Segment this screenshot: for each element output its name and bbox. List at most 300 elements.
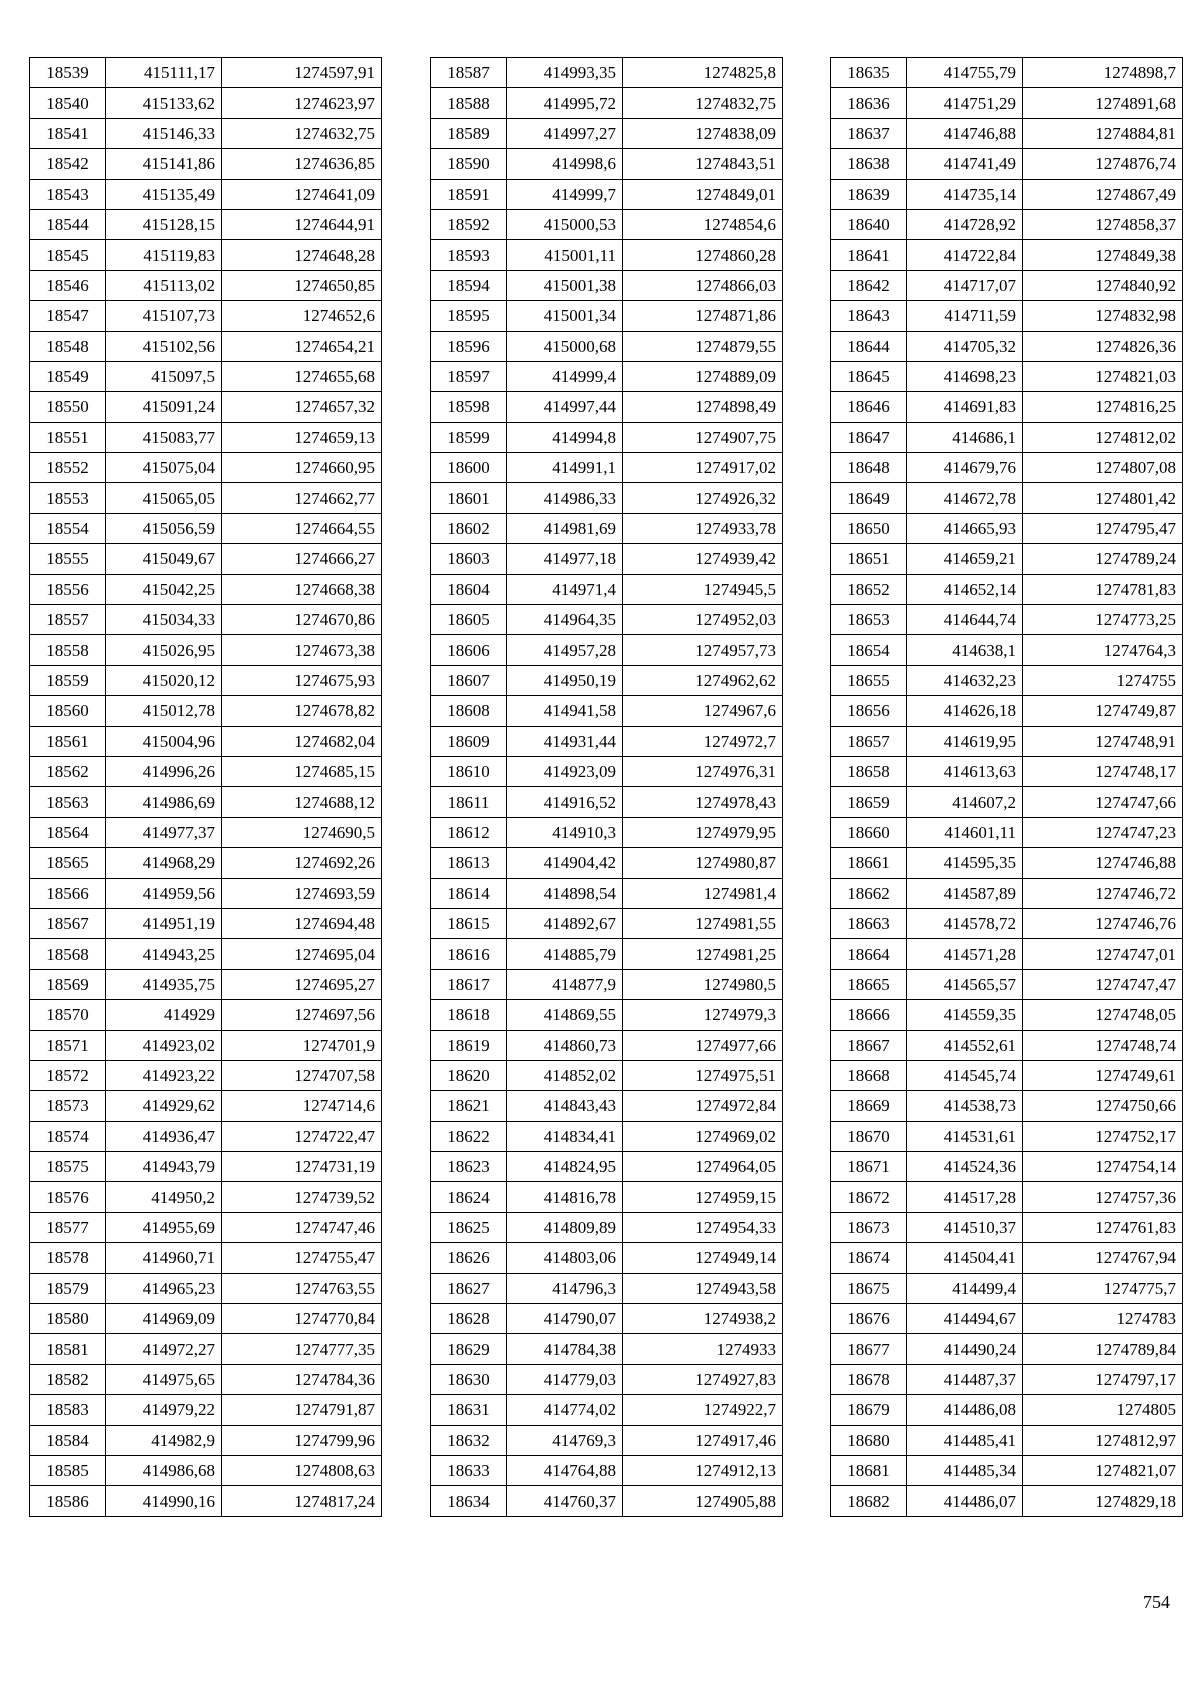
table-row (431, 1425, 783, 1455)
table-row (831, 1334, 1183, 1364)
x-coordinate-cell: 414981,69 (507, 513, 623, 543)
y-coordinate-cell: 1274975,51 (623, 1060, 783, 1090)
y-coordinate-cell: 1274808,63 (222, 1455, 382, 1485)
table-row (30, 1000, 382, 1030)
y-coordinate-cell: 1274763,55 (222, 1273, 382, 1303)
y-coordinate-cell: 1274746,72 (1023, 878, 1183, 908)
x-coordinate-cell: 414904,42 (507, 848, 623, 878)
y-coordinate-cell: 1274701,9 (222, 1030, 382, 1060)
point-number-cell: 18603 (431, 544, 507, 574)
point-number-cell: 18550 (30, 392, 106, 422)
table-row (831, 908, 1183, 938)
y-coordinate-cell: 1274849,38 (1023, 240, 1183, 270)
table-row (431, 301, 783, 331)
point-number-cell: 18549 (30, 361, 106, 391)
y-coordinate-cell: 1274898,49 (623, 392, 783, 422)
x-coordinate-cell: 414977,37 (106, 817, 222, 847)
point-number-cell: 18551 (30, 422, 106, 452)
point-number-cell: 18650 (831, 513, 907, 543)
point-number-cell: 18552 (30, 453, 106, 483)
point-number-cell: 18632 (431, 1425, 507, 1455)
x-coordinate-cell: 414965,23 (106, 1273, 222, 1303)
point-number-cell: 18638 (831, 149, 907, 179)
table-row (30, 88, 382, 118)
y-coordinate-cell: 1274789,84 (1023, 1334, 1183, 1364)
y-coordinate-cell: 1274682,04 (222, 726, 382, 756)
table-row (30, 240, 382, 270)
x-coordinate-cell: 414964,35 (507, 605, 623, 635)
point-number-cell: 18574 (30, 1121, 106, 1151)
y-coordinate-cell: 1274694,48 (222, 908, 382, 938)
y-coordinate-cell: 1274644,91 (222, 209, 382, 239)
x-coordinate-cell: 414774,02 (507, 1395, 623, 1425)
x-coordinate-cell: 414986,33 (507, 483, 623, 513)
x-coordinate-cell: 414943,25 (106, 939, 222, 969)
table-row (831, 1091, 1183, 1121)
y-coordinate-cell: 1274943,58 (623, 1273, 783, 1303)
point-number-cell: 18579 (30, 1273, 106, 1303)
y-coordinate-cell: 1274697,56 (222, 1000, 382, 1030)
point-number-cell: 18584 (30, 1425, 106, 1455)
point-number-cell: 18681 (831, 1455, 907, 1485)
point-number-cell: 18654 (831, 635, 907, 665)
table-row (431, 787, 783, 817)
x-coordinate-cell: 414977,18 (507, 544, 623, 574)
point-number-cell: 18589 (431, 118, 507, 148)
coordinates-table-body (831, 58, 1183, 1517)
x-coordinate-cell: 414741,49 (907, 149, 1023, 179)
x-coordinate-cell: 414485,34 (907, 1455, 1023, 1485)
x-coordinate-cell: 414571,28 (907, 939, 1023, 969)
y-coordinate-cell: 1274747,47 (1023, 969, 1183, 999)
x-coordinate-cell: 415034,33 (106, 605, 222, 635)
y-coordinate-cell: 1274962,62 (623, 665, 783, 695)
y-coordinate-cell: 1274678,82 (222, 696, 382, 726)
y-coordinate-cell: 1274739,52 (222, 1182, 382, 1212)
point-number-cell: 18561 (30, 726, 106, 756)
table-row (831, 635, 1183, 665)
table-row (431, 726, 783, 756)
y-coordinate-cell: 1274652,6 (222, 301, 382, 331)
y-coordinate-cell: 1274826,36 (1023, 331, 1183, 361)
point-number-cell: 18555 (30, 544, 106, 574)
x-coordinate-cell: 415107,73 (106, 301, 222, 331)
y-coordinate-cell: 1274799,96 (222, 1425, 382, 1455)
table-row (30, 1121, 382, 1151)
table-row (431, 908, 783, 938)
y-coordinate-cell: 1274797,17 (1023, 1364, 1183, 1394)
table-row (831, 726, 1183, 756)
point-number-cell: 18643 (831, 301, 907, 331)
table-row (30, 605, 382, 635)
table-row (831, 301, 1183, 331)
y-coordinate-cell: 1274650,85 (222, 270, 382, 300)
table-row (831, 1395, 1183, 1425)
table-row (831, 1243, 1183, 1273)
x-coordinate-cell: 415004,96 (106, 726, 222, 756)
point-number-cell: 18613 (431, 848, 507, 878)
x-coordinate-cell: 414991,1 (507, 453, 623, 483)
x-coordinate-cell: 414892,67 (507, 908, 623, 938)
x-coordinate-cell: 415141,86 (106, 149, 222, 179)
x-coordinate-cell: 414486,07 (907, 1486, 1023, 1516)
table-row (30, 1395, 382, 1425)
x-coordinate-cell: 414975,65 (106, 1364, 222, 1394)
x-coordinate-cell: 414711,59 (907, 301, 1023, 331)
table-row (30, 1030, 382, 1060)
point-number-cell: 18631 (431, 1395, 507, 1425)
point-number-cell: 18656 (831, 696, 907, 726)
table-row (831, 1273, 1183, 1303)
y-coordinate-cell: 1274843,51 (623, 149, 783, 179)
y-coordinate-cell: 1274784,36 (222, 1364, 382, 1394)
x-coordinate-cell: 414996,26 (106, 756, 222, 786)
point-number-cell: 18558 (30, 635, 106, 665)
point-number-cell: 18657 (831, 726, 907, 756)
point-number-cell: 18556 (30, 574, 106, 604)
y-coordinate-cell: 1274668,38 (222, 574, 382, 604)
table-row (30, 1334, 382, 1364)
point-number-cell: 18647 (831, 422, 907, 452)
point-number-cell: 18546 (30, 270, 106, 300)
x-coordinate-cell: 414852,02 (507, 1060, 623, 1090)
x-coordinate-cell: 414923,22 (106, 1060, 222, 1090)
y-coordinate-cell: 1274952,03 (623, 605, 783, 635)
point-number-cell: 18572 (30, 1060, 106, 1090)
point-number-cell: 18608 (431, 696, 507, 726)
table-row (30, 1091, 382, 1121)
point-number-cell: 18606 (431, 635, 507, 665)
table-row (30, 118, 382, 148)
table-row (831, 361, 1183, 391)
x-coordinate-cell: 414487,37 (907, 1364, 1023, 1394)
x-coordinate-cell: 414994,8 (507, 422, 623, 452)
point-number-cell: 18665 (831, 969, 907, 999)
x-coordinate-cell: 414531,61 (907, 1121, 1023, 1151)
table-row (831, 422, 1183, 452)
point-number-cell: 18567 (30, 908, 106, 938)
x-coordinate-cell: 414538,73 (907, 1091, 1023, 1121)
y-coordinate-cell: 1274812,02 (1023, 422, 1183, 452)
table-row (831, 1000, 1183, 1030)
point-number-cell: 18678 (831, 1364, 907, 1394)
x-coordinate-cell: 414626,18 (907, 696, 1023, 726)
point-number-cell: 18622 (431, 1121, 507, 1151)
x-coordinate-cell: 414997,44 (507, 392, 623, 422)
y-coordinate-cell: 1274670,86 (222, 605, 382, 635)
point-number-cell: 18543 (30, 179, 106, 209)
y-coordinate-cell: 1274884,81 (1023, 118, 1183, 148)
point-number-cell: 18680 (831, 1425, 907, 1455)
y-coordinate-cell: 1274912,13 (623, 1455, 783, 1485)
y-coordinate-cell: 1274981,25 (623, 939, 783, 969)
y-coordinate-cell: 1274964,05 (623, 1152, 783, 1182)
point-number-cell: 18666 (831, 1000, 907, 1030)
x-coordinate-cell: 415146,33 (106, 118, 222, 148)
point-number-cell: 18586 (30, 1486, 106, 1516)
point-number-cell: 18540 (30, 88, 106, 118)
y-coordinate-cell: 1274926,32 (623, 483, 783, 513)
x-coordinate-cell: 414990,16 (106, 1486, 222, 1516)
point-number-cell: 18600 (431, 453, 507, 483)
x-coordinate-cell: 414545,74 (907, 1060, 1023, 1090)
table-row (30, 969, 382, 999)
point-number-cell: 18573 (30, 1091, 106, 1121)
table-row (431, 1091, 783, 1121)
point-number-cell: 18667 (831, 1030, 907, 1060)
point-number-cell: 18639 (831, 179, 907, 209)
y-coordinate-cell: 1274795,47 (1023, 513, 1183, 543)
table-row (831, 1455, 1183, 1485)
x-coordinate-cell: 414587,89 (907, 878, 1023, 908)
table-row (431, 1182, 783, 1212)
table-row (30, 665, 382, 695)
point-number-cell: 18658 (831, 756, 907, 786)
x-coordinate-cell: 414779,03 (507, 1364, 623, 1394)
x-coordinate-cell: 414834,41 (507, 1121, 623, 1151)
table-row (431, 361, 783, 391)
point-number-cell: 18641 (831, 240, 907, 270)
x-coordinate-cell: 415119,83 (106, 240, 222, 270)
y-coordinate-cell: 1274748,05 (1023, 1000, 1183, 1030)
x-coordinate-cell: 414999,7 (507, 179, 623, 209)
table-row (30, 392, 382, 422)
x-coordinate-cell: 414986,69 (106, 787, 222, 817)
table-row (431, 665, 783, 695)
x-coordinate-cell: 414735,14 (907, 179, 1023, 209)
table-row (30, 1304, 382, 1334)
y-coordinate-cell: 1274938,2 (623, 1304, 783, 1334)
point-number-cell: 18674 (831, 1243, 907, 1273)
point-number-cell: 18597 (431, 361, 507, 391)
x-coordinate-cell: 414824,95 (507, 1152, 623, 1182)
table-row (831, 1425, 1183, 1455)
y-coordinate-cell: 1274858,37 (1023, 209, 1183, 239)
table-row (431, 574, 783, 604)
table-row (431, 483, 783, 513)
x-coordinate-cell: 414910,3 (507, 817, 623, 847)
point-number-cell: 18607 (431, 665, 507, 695)
point-number-cell: 18598 (431, 392, 507, 422)
y-coordinate-cell: 1274748,17 (1023, 756, 1183, 786)
y-coordinate-cell: 1274907,75 (623, 422, 783, 452)
point-number-cell: 18637 (831, 118, 907, 148)
point-number-cell: 18559 (30, 665, 106, 695)
x-coordinate-cell: 415001,34 (507, 301, 623, 331)
y-coordinate-cell: 1274747,01 (1023, 939, 1183, 969)
table-row (431, 544, 783, 574)
table-row (431, 392, 783, 422)
y-coordinate-cell: 1274666,27 (222, 544, 382, 574)
table-row (431, 149, 783, 179)
table-row (831, 969, 1183, 999)
y-coordinate-cell: 1274791,87 (222, 1395, 382, 1425)
x-coordinate-cell: 414601,11 (907, 817, 1023, 847)
x-coordinate-cell: 414755,79 (907, 58, 1023, 88)
point-number-cell: 18646 (831, 392, 907, 422)
y-coordinate-cell: 1274748,74 (1023, 1030, 1183, 1060)
y-coordinate-cell: 1274654,21 (222, 331, 382, 361)
y-coordinate-cell: 1274623,97 (222, 88, 382, 118)
y-coordinate-cell: 1274757,36 (1023, 1182, 1183, 1212)
table-row (431, 1395, 783, 1425)
point-number-cell: 18541 (30, 118, 106, 148)
point-number-cell: 18575 (30, 1152, 106, 1182)
x-coordinate-cell: 415056,59 (106, 513, 222, 543)
x-coordinate-cell: 414504,41 (907, 1243, 1023, 1273)
coordinates-table-1 (29, 57, 382, 1517)
table-row (831, 605, 1183, 635)
y-coordinate-cell: 1274922,7 (623, 1395, 783, 1425)
x-coordinate-cell: 414969,09 (106, 1304, 222, 1334)
point-number-cell: 18568 (30, 939, 106, 969)
point-number-cell: 18617 (431, 969, 507, 999)
point-number-cell: 18612 (431, 817, 507, 847)
x-coordinate-cell: 414486,08 (907, 1395, 1023, 1425)
y-coordinate-cell: 1274685,15 (222, 756, 382, 786)
y-coordinate-cell: 1274979,95 (623, 817, 783, 847)
point-number-cell: 18669 (831, 1091, 907, 1121)
x-coordinate-cell: 414877,9 (507, 969, 623, 999)
point-number-cell: 18676 (831, 1304, 907, 1334)
table-row (431, 1212, 783, 1242)
point-number-cell: 18682 (831, 1486, 907, 1516)
coordinates-table-3 (830, 57, 1183, 1517)
y-coordinate-cell: 1274817,24 (222, 1486, 382, 1516)
point-number-cell: 18628 (431, 1304, 507, 1334)
table-row (431, 270, 783, 300)
x-coordinate-cell: 414494,67 (907, 1304, 1023, 1334)
y-coordinate-cell: 1274777,35 (222, 1334, 382, 1364)
x-coordinate-cell: 415065,05 (106, 483, 222, 513)
x-coordinate-cell: 414565,57 (907, 969, 1023, 999)
y-coordinate-cell: 1274838,09 (623, 118, 783, 148)
x-coordinate-cell: 415083,77 (106, 422, 222, 452)
point-number-cell: 18614 (431, 878, 507, 908)
y-coordinate-cell: 1274945,5 (623, 574, 783, 604)
x-coordinate-cell: 414998,6 (507, 149, 623, 179)
x-coordinate-cell: 415000,68 (507, 331, 623, 361)
table-row (831, 392, 1183, 422)
y-coordinate-cell: 1274770,84 (222, 1304, 382, 1334)
point-number-cell: 18562 (30, 756, 106, 786)
y-coordinate-cell: 1274917,46 (623, 1425, 783, 1455)
point-number-cell: 18601 (431, 483, 507, 513)
point-number-cell: 18548 (30, 331, 106, 361)
x-coordinate-cell: 414552,61 (907, 1030, 1023, 1060)
y-coordinate-cell: 1274972,7 (623, 726, 783, 756)
x-coordinate-cell: 414672,78 (907, 483, 1023, 513)
point-number-cell: 18565 (30, 848, 106, 878)
point-number-cell: 18554 (30, 513, 106, 543)
x-coordinate-cell: 414679,76 (907, 453, 1023, 483)
y-coordinate-cell: 1274657,32 (222, 392, 382, 422)
x-coordinate-cell: 414950,19 (507, 665, 623, 695)
y-coordinate-cell: 1274761,83 (1023, 1212, 1183, 1242)
point-number-cell: 18566 (30, 878, 106, 908)
x-coordinate-cell: 414613,63 (907, 756, 1023, 786)
table-row (831, 787, 1183, 817)
y-coordinate-cell: 1274807,08 (1023, 453, 1183, 483)
point-number-cell: 18627 (431, 1273, 507, 1303)
point-number-cell: 18651 (831, 544, 907, 574)
x-coordinate-cell: 414686,1 (907, 422, 1023, 452)
table-row (831, 1121, 1183, 1151)
y-coordinate-cell: 1274867,49 (1023, 179, 1183, 209)
table-row (431, 422, 783, 452)
x-coordinate-cell: 415128,15 (106, 209, 222, 239)
table-row (30, 361, 382, 391)
y-coordinate-cell: 1274597,91 (222, 58, 382, 88)
x-coordinate-cell: 414935,75 (106, 969, 222, 999)
y-coordinate-cell: 1274752,17 (1023, 1121, 1183, 1151)
y-coordinate-cell: 1274641,09 (222, 179, 382, 209)
table-row (831, 878, 1183, 908)
x-coordinate-cell: 414595,35 (907, 848, 1023, 878)
y-coordinate-cell: 1274648,28 (222, 240, 382, 270)
x-coordinate-cell: 414916,52 (507, 787, 623, 817)
y-coordinate-cell: 1274980,5 (623, 969, 783, 999)
y-coordinate-cell: 1274829,18 (1023, 1486, 1183, 1516)
table-row (30, 422, 382, 452)
table-row (431, 939, 783, 969)
point-number-cell: 18662 (831, 878, 907, 908)
point-number-cell: 18571 (30, 1030, 106, 1060)
point-number-cell: 18594 (431, 270, 507, 300)
table-row (831, 513, 1183, 543)
y-coordinate-cell: 1274692,26 (222, 848, 382, 878)
table-row (30, 574, 382, 604)
point-number-cell: 18609 (431, 726, 507, 756)
table-row (30, 1455, 382, 1485)
table-row (30, 179, 382, 209)
table-row (831, 118, 1183, 148)
x-coordinate-cell: 414652,14 (907, 574, 1023, 604)
x-coordinate-cell: 414790,07 (507, 1304, 623, 1334)
point-number-cell: 18663 (831, 908, 907, 938)
point-number-cell: 18588 (431, 88, 507, 118)
x-coordinate-cell: 414959,56 (106, 878, 222, 908)
y-coordinate-cell: 1274805 (1023, 1395, 1183, 1425)
point-number-cell: 18623 (431, 1152, 507, 1182)
y-coordinate-cell: 1274939,42 (623, 544, 783, 574)
y-coordinate-cell: 1274832,75 (623, 88, 783, 118)
point-number-cell: 18592 (431, 209, 507, 239)
x-coordinate-cell: 414803,06 (507, 1243, 623, 1273)
table-row (831, 270, 1183, 300)
y-coordinate-cell: 1274898,7 (1023, 58, 1183, 88)
point-number-cell: 18644 (831, 331, 907, 361)
y-coordinate-cell: 1274905,88 (623, 1486, 783, 1516)
x-coordinate-cell: 414559,35 (907, 1000, 1023, 1030)
x-coordinate-cell: 415133,62 (106, 88, 222, 118)
table-row (831, 1182, 1183, 1212)
table-row (831, 88, 1183, 118)
x-coordinate-cell: 414665,93 (907, 513, 1023, 543)
point-number-cell: 18673 (831, 1212, 907, 1242)
y-coordinate-cell: 1274662,77 (222, 483, 382, 513)
point-number-cell: 18604 (431, 574, 507, 604)
table-row (30, 513, 382, 543)
table-row (831, 331, 1183, 361)
table-row (831, 696, 1183, 726)
point-number-cell: 18539 (30, 58, 106, 88)
x-coordinate-cell: 414941,58 (507, 696, 623, 726)
point-number-cell: 18580 (30, 1304, 106, 1334)
point-number-cell: 18630 (431, 1364, 507, 1394)
x-coordinate-cell: 415075,04 (106, 453, 222, 483)
table-row (30, 209, 382, 239)
